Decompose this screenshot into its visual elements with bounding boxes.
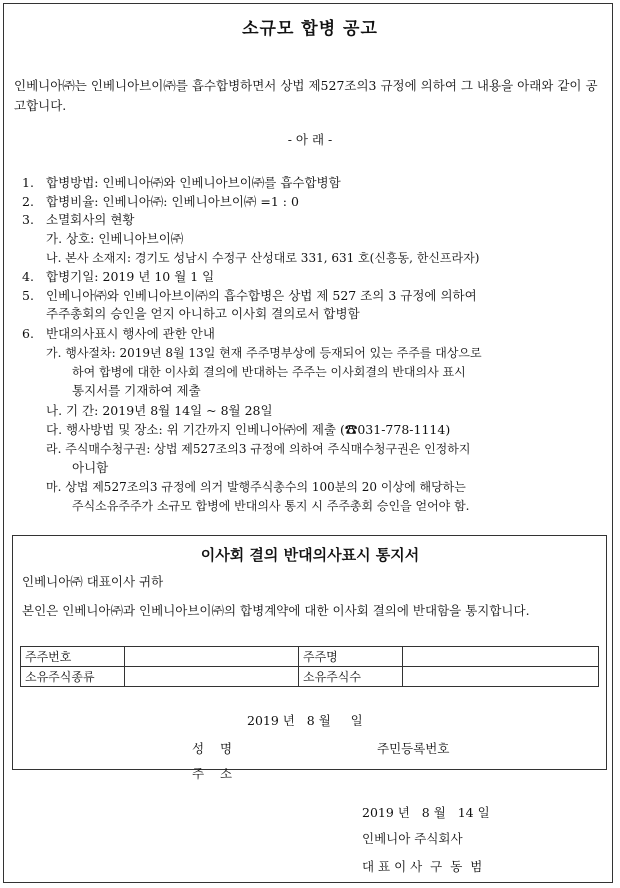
form-title: 이사회 결의 반대의사표시 통지서 — [200, 546, 420, 564]
list-item: 나. 본사 소재지: 경기도 성남시 수정구 산성대로 331, 631 호(신흥동, 한신프라자) — [46, 251, 480, 265]
address-label: 주 소 — [192, 766, 233, 781]
list-item: 나. 기 간: 2019년 8월 14일 ~ 8월 28일 — [46, 403, 273, 418]
form-addressee: 인베니아㈜ 대표이사 귀하 — [22, 574, 164, 589]
table-row — [21, 667, 599, 687]
item-number: 5. — [22, 288, 34, 303]
list-item: 아니함 — [72, 460, 109, 475]
shareholder-table — [20, 646, 599, 687]
list-item: 합병기일: 2019 년 10 월 1 일 — [46, 269, 215, 284]
list-item: 합병방법: 인베니아㈜와 인베니아브이㈜를 흡수합병함 — [46, 175, 341, 190]
item-number: 4. — [22, 269, 34, 284]
item-number: 3. — [22, 212, 34, 227]
table-cell-label: 소유주식수 — [299, 667, 403, 687]
list-item: 반대의사표시 행사에 관한 안내 — [46, 326, 215, 341]
intro-paragraph: 인베니아㈜는 인베니아브이㈜를 흡수합병하면서 상법 제527조의3 규정에 의하여 그 내용을 아래와 같이 공고합니다. — [14, 78, 598, 113]
item-number: 2. — [22, 194, 34, 209]
list-item: 하여 합병에 대한 이사회 결의에 반대하는 주주는 이사회결의 반대의사 표시 — [72, 365, 466, 379]
table-cell-value[interactable] — [403, 647, 599, 667]
item-number: 1. — [22, 175, 34, 190]
page-title: 소규모 합병 공고 — [242, 19, 378, 39]
name-label: 성 명 — [192, 741, 233, 756]
list-item: 다. 행사방법 및 장소: 위 기간까지 인베니아㈜에 제출 (☎031-778-1114) — [46, 422, 451, 437]
ceo-name: 대 표 이 사 구 동 범 — [362, 859, 483, 874]
list-item: 마. 상법 제527조의3 규정에 의거 발행주식총수의 100분의 20 이상에 해당하는 — [46, 480, 466, 494]
list-item: 가. 행사절차: 2019년 8월 13일 현재 주주명부상에 등재되어 있는 주주를 대상으로 — [46, 346, 482, 360]
table-cell-label: 주주번호 — [21, 647, 125, 667]
list-item: 통지서를 기재하여 제출 — [72, 383, 201, 398]
table-cell-label: 주주명 — [299, 647, 403, 667]
list-item: 주주총회의 승인을 얻지 아니하고 이사회 결의로서 합병함 — [46, 306, 360, 321]
id-number-label: 주민등록번호 — [377, 741, 450, 756]
table-cell-value[interactable] — [403, 667, 599, 687]
list-item: 주식소유주주가 소규모 합병에 반대의사 통지 시 주주총회 승인을 얻어야 함. — [72, 499, 470, 513]
below-marker: - 아 래 - — [287, 132, 333, 147]
form-body: 본인은 인베니아㈜과 인베니아브이㈜의 합병계약에 대한 이사회 결의에 반대함을 통지합니다. — [22, 603, 530, 618]
list-item: 합병비율: 인베니아㈜: 인베니아브이㈜ =1 : 0 — [46, 194, 299, 209]
form-date: 2019 년 8 월 일 — [247, 713, 363, 728]
table-row — [21, 647, 599, 667]
table-cell-label: 소유주식종류 — [21, 667, 125, 687]
list-item: 소멸회사의 현황 — [46, 212, 135, 227]
company-name: 인베니아 주식회사 — [362, 831, 463, 846]
item-number: 6. — [22, 326, 34, 341]
list-item: 인베니아㈜와 인베니아브이㈜의 흡수합병은 상법 제 527 조의 3 규정에 의하여 — [46, 288, 477, 303]
table-cell-value[interactable] — [125, 647, 299, 667]
list-item: 가. 상호: 인베니아브이㈜ — [46, 231, 184, 246]
table-cell-value[interactable] — [125, 667, 299, 687]
footer-date: 2019 년 8 월 14 일 — [362, 805, 490, 820]
list-item: 라. 주식매수청구권: 상법 제527조의3 규정에 의하여 주식매수청구권은 인정하지 — [46, 442, 471, 456]
